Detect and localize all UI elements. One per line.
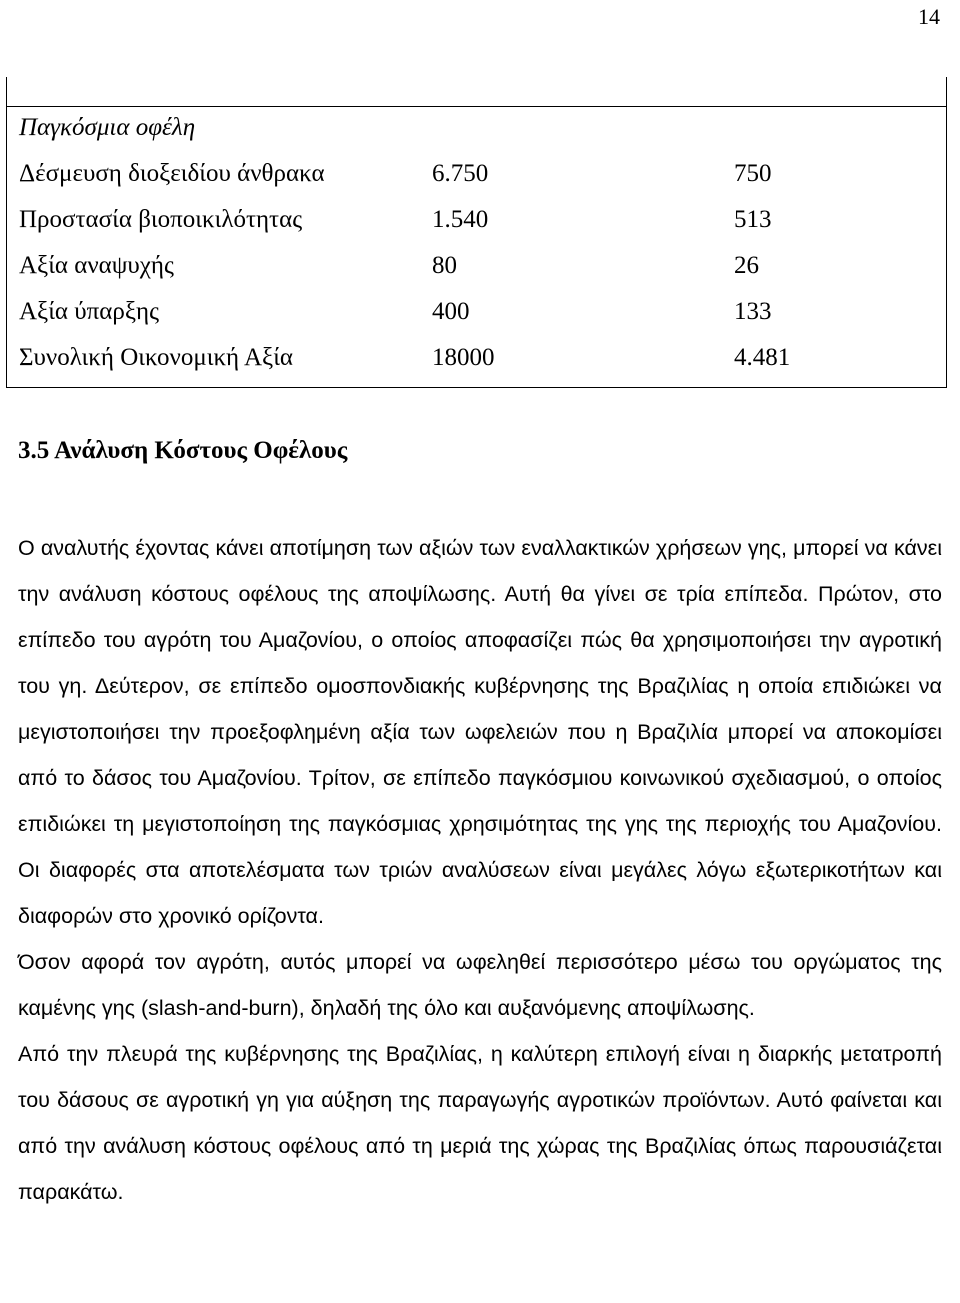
row-label: Δέσμευση διοξειδίου άνθρακα <box>19 160 325 187</box>
row-value-2: 513 <box>734 206 772 233</box>
paragraph: Ο αναλυτής έχοντας κάνει αποτίμηση των αξιών των εναλλακτικών χρήσεων γης, μπορεί να κάνει την ανάλυση κόστους οφέλους της αποψίλωσης. Αυτή θα γίνει σε τρία επίπεδα. Πρώτον, στο επίπεδο του αγρότη του Αμαζονίου, ο οποίος αποφασίζει πώς θα χρησιμοποιήσει την αγροτική του γη. Δεύτερον, σε επίπεδο ομοσπονδιακής κυβέρνησης της Βραζιλίας η οποία επιδιώκει να μεγιστοποιήσει την προεξοφλημένη αξία των ωφελειών που η Βραζιλία μπορεί να αποκομίσει από το δάσος του Αμαζονίου. Τρίτον, σε επίπεδο παγκόσμιου κοινωνικού σχεδιασμού, ο οποίος επιδιώκει τη μεγιστοποίηση της παγκόσμιας χρησιμότητας της γης της περιοχής του Αμαζονίου. Οι διαφορές στα αποτελέσματα των τριών αναλύσεων είναι μεγάλες λόγω εξωτερικοτήτων και διαφορών στο χρονικό ορίζοντα. <box>18 536 942 928</box>
row-value-1: 80 <box>432 252 457 279</box>
row-value-1: 6.750 <box>432 160 489 187</box>
row-value-1: 18000 <box>432 344 495 371</box>
row-value-2: 4.481 <box>734 344 791 371</box>
table-row <box>7 294 946 330</box>
row-label: Προστασία βιοποικιλότητας <box>19 206 303 233</box>
row-value-2: 133 <box>734 298 772 325</box>
section-title: 3.5 Ανάλυση Κόστους Οφέλους <box>18 437 348 464</box>
row-label: Συνολική Οικονομική Αξία <box>19 344 294 371</box>
table-row <box>7 340 946 376</box>
row-value-1: 400 <box>432 298 470 325</box>
benefits-table <box>6 77 947 388</box>
row-label: Αξία ύπαρξης <box>19 298 159 325</box>
table-top-rule <box>6 106 947 107</box>
paragraph: Όσον αφορά τον αγρότη, αυτός μπορεί να ωφεληθεί περισσότερο μέσω του οργώματος της καμένης γης (slash-and-burn), δηλαδή της όλο και αυξανόμενης αποψίλωσης. <box>18 950 942 1020</box>
row-value-1: 1.540 <box>432 206 489 233</box>
row-value-2: 26 <box>734 252 759 279</box>
table-row <box>7 202 946 238</box>
paragraph: Από την πλευρά της κυβέρνησης της Βραζιλίας, η καλύτερη επιλογή είναι η διαρκής μετατροπή του δάσους σε αγροτική γη για αύξηση της παραγωγής αγροτικών προϊόντων. Αυτό φαίνεται και από την ανάλυση κόστους οφέλους από τη μεριά της χώρας της Βραζιλίας όπως παρουσιάζεται παρακάτω. <box>18 1042 942 1204</box>
page-number: 14 <box>918 4 940 29</box>
table-row <box>7 156 946 192</box>
row-value-2: 750 <box>734 160 772 187</box>
table-row <box>7 248 946 284</box>
row-label: Αξία αναψυχής <box>19 252 174 279</box>
body-text <box>18 525 942 1215</box>
table-header-row <box>7 110 946 146</box>
table-header-label: Παγκόσμια οφέλη <box>19 114 196 141</box>
